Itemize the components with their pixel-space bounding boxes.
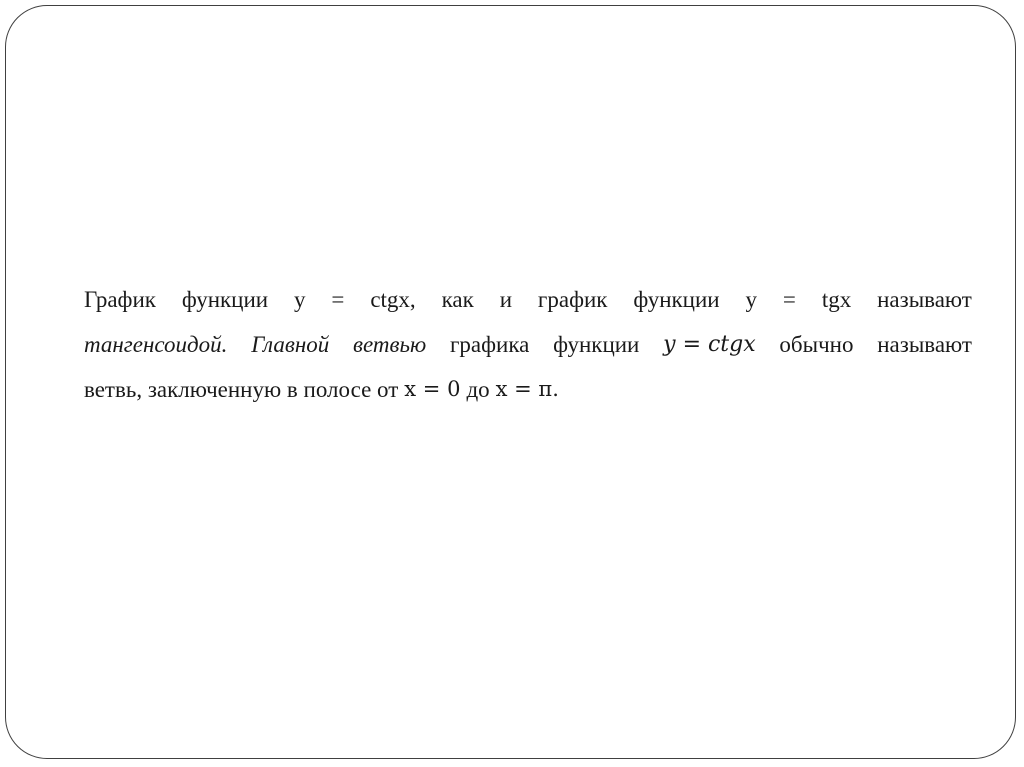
term-tangentoid: тангенсоидой. [84,332,228,357]
term-branch: ветвью [353,332,427,357]
formula-x-pi: x = π. [495,377,559,401]
term-main: Главной [251,332,330,357]
word: обычно [779,332,854,357]
paragraph-line-3 [84,367,972,412]
word: как [441,287,474,312]
word: = [782,287,796,312]
paragraph-line-1 [84,277,972,322]
formula-x-0: x = 0 [404,377,461,401]
word: = [331,287,345,312]
word: График [84,287,156,312]
paragraph-line-2 [84,322,972,367]
word: y [294,287,306,312]
word: tgx [821,287,852,312]
body-paragraph [84,277,972,412]
word: называют [877,287,972,312]
word: ctgx, [370,287,416,312]
word: функции [553,332,640,357]
formula-y-ctgx: y = ctgx [663,332,756,357]
word: называют [877,332,972,357]
word: до [466,377,490,402]
word: и [499,287,513,312]
word: функции [181,287,269,312]
word: y [745,287,758,312]
word: график [537,287,608,312]
line-text: ветвь, заключенную в полосе от [84,377,399,402]
word: функции [633,287,720,312]
word: графика [449,332,530,357]
